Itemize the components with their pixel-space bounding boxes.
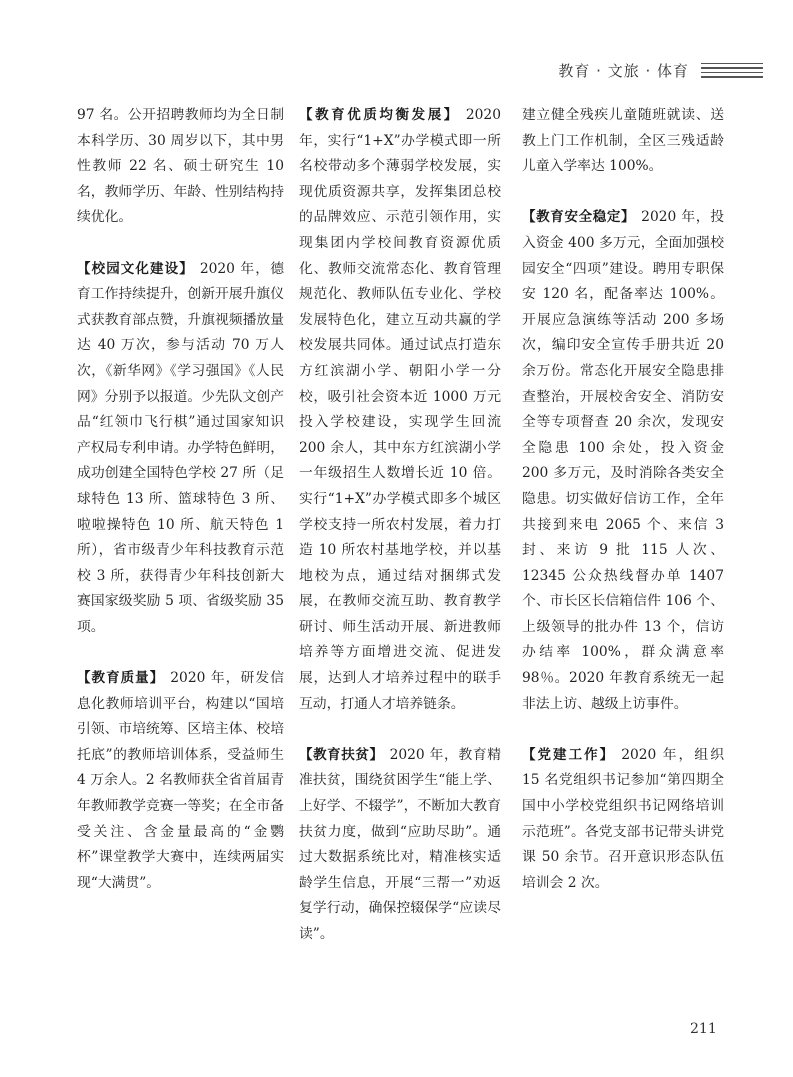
paragraph xyxy=(299,103,501,717)
text-column-1 xyxy=(77,103,284,922)
paragraph-heading: 【教育质量】 xyxy=(77,670,165,687)
paragraph-body: 2020 年，投入资金 400 多万元，全面加强校园安全“四项”建设。聘用专职保安 120 名，配备率达 100%。开展应急演练等活动 200 多场次，编印安全宣传手册共近 20 余万份。常态化开展安全隐患排查整治，开展校舍安全、消防安全等专项督查 20 余次，发现安全隐患 100 余处，投入资金 200 多万元，及时消除各类安全隐患。切实做好信访工作，全年共接到来电 2065 个、来信 3 封、来访 9 批 115 人次、12345 公众热线督办单 1407 个、市长区长信箱信件 106 个、上级领导的批办件 13 个，信访办结率 100%，群众满意率 98％。2020 年教育系统无一起非法上访、越级上访事件。 xyxy=(522,209,724,712)
paragraph-body: 2020 年，研发信息化教师培训平台，构建以“国培引领、市培统筹、区培主体、校培托底”的教师培训体系，受益师生 4 万余人。2 名教师获全省首届青年教师教学竞赛一等奖；在全市备受关注、含金量最高的“金鹦杯”课堂教学大赛中，连续两届实现“大满贯”。 xyxy=(77,670,284,891)
paragraph xyxy=(522,205,724,717)
page-number: 211 xyxy=(690,1021,717,1037)
paragraph xyxy=(299,743,501,948)
running-header xyxy=(558,58,763,82)
paragraph xyxy=(77,666,284,896)
paragraph xyxy=(77,103,284,231)
paragraph xyxy=(77,257,284,641)
header-rule-decoration xyxy=(701,63,763,78)
paragraph-heading: 【党建工作】 xyxy=(522,746,616,763)
paragraph-body: 2020 年，组织 15 名党组织书记参加“第四期全国中小学校党组织书记网络培训示范班”。各党支部书记带头讲党课 50 余节。召开意识形态队伍培训会 2 次。 xyxy=(522,746,724,891)
paragraph-heading: 【校园文化建设】 xyxy=(77,260,194,277)
paragraph-heading: 【教育安全稳定】 xyxy=(522,209,636,226)
text-column-3 xyxy=(522,103,724,922)
text-column-2 xyxy=(299,103,501,973)
paragraph-heading: 【教育扶贫】 xyxy=(299,746,384,763)
section-title: 教育 · 文旅 · 体育 xyxy=(558,61,689,80)
paragraph-body: 建立健全残疾儿童随班就读、送教上门工作机制，全区三残适龄儿童入学率达 100%。 xyxy=(522,107,724,175)
paragraph-body: 97 名。公开招聘教师均为全日制本科学历、30 周岁以下，其中男性教师 22 名、硕士研究生 10 名，教师学历、年龄、性别结构持续优化。 xyxy=(77,107,284,226)
paragraph xyxy=(522,103,724,180)
paragraph-heading: 【教育优质均衡发展】 xyxy=(299,107,460,123)
paragraph-body: 2020 年，实行“1+X”办学模式即一所名校带动多个薄弱学校发展，实现优质资源共享，发挥集团总校的品牌效应、示范引领作用，实现集团内学校间教育资源优质化、教师交流常态化、教育管理规范化、教师队伍专业化、学校发展特色化，建立互动共赢的学校发展共同体。通过试点打造东方红滨湖小学、朝阳小学一分校，吸引社会资本近 1000 万元投入学校建设，实现学生回流 200 余人，其中东方红滨湖小学一年级招生人数增长近 10 倍。实行“1+X”办学模式即多个城区学校支持一所农村发展，着力打造 10 所农村基地学校，并以基地校为点，通过结对捆绑式发展，在教师交流互助、教育教学研讨、师生活动开展、新进教师培养等方面增进交流、促进发展，达到人才培养过程中的联手互动，打通人才培养链条。 xyxy=(299,107,501,712)
paragraph-body: 2020 年，教育精准扶贫，围绕贫困学生“能上学、上好学、不辍学”，不断加大教育扶贫力度，做到“应助尽助”。通过大数据系统比对，精准核实适龄学生信息，开展“三帮一”劝返复学行动，确保控辍保学“应读尽读”。 xyxy=(299,746,502,942)
paragraph-body: 2020 年，德育工作持续提升，创新开展升旗仪式获教育部点赞，升旗视频播放量达 40 万次，参与活动 70 万人次，《新华网》《学习强国》《人民网》分别予以报道。少先队文创产品“红领巾飞行棋”通过国家知识产权局专利申请。办学特色鲜明，成功创建全国特色学校 27 所（足球特色 13 所、篮球特色 3 所、啦啦操特色 10 所、航天特色 1 所），省市级青少年科技教育示范校 3 所，获得青少年科技创新大赛国家级奖励 5 项、省级奖励 35 项。 xyxy=(77,260,285,635)
paragraph xyxy=(522,743,724,897)
